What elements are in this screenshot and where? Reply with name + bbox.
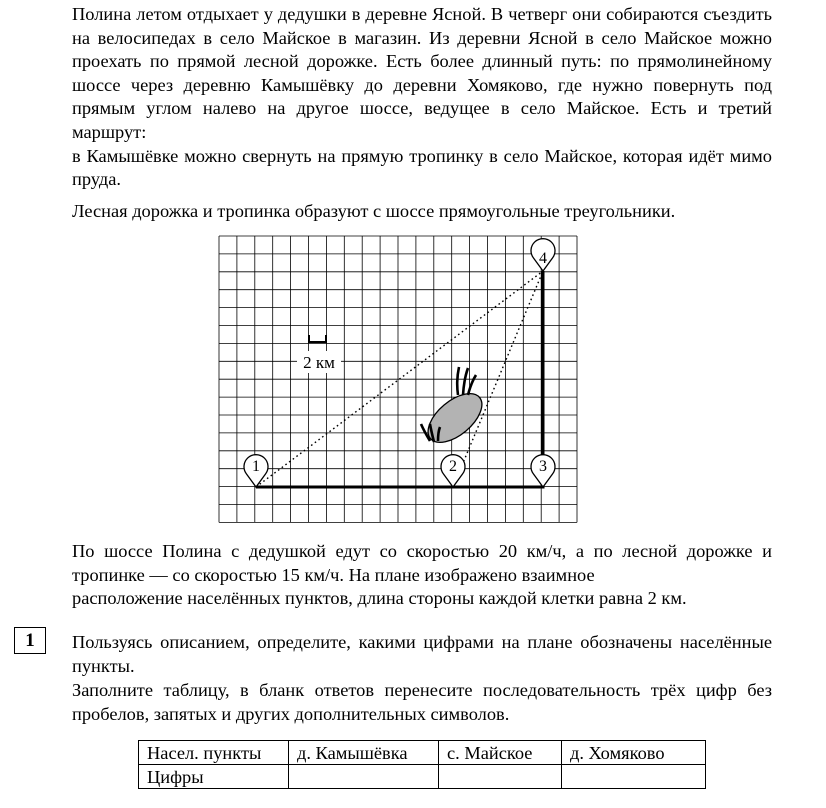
triangles-sentence: Лесная дорожка и тропинка образуют с шоссе прямоугольные треугольники. [72, 201, 676, 221]
answer-table-row [139, 765, 706, 789]
task-number-box [14, 627, 46, 654]
intro-text-b: в Камышёвке можно свернуть на прямую тропинку в село Майское, которая идёт мимо пруда. [72, 145, 772, 190]
marker-2-label: 2 [449, 458, 457, 475]
intro-text-a: Полина летом отдыхает у дедушки в деревне Ясной. В четверг они собираются съездить на велосипедах в село Майское в магазин. Из деревни Ясной в село Майское можно проехать по прямой лесной дорожке. Есть более длинный путь: по прямолинейному шоссе через деревню Камышёвку до деревни Хомяково, где нужно повернуть под прямым углом налево на другое шоссе, ведущее в село Майское. Есть и третий маршрут: [72, 4, 772, 142]
map-grid [219, 236, 577, 522]
header-cell-settlements: Насел. пункты [139, 741, 289, 765]
marker-3-label: 3 [539, 458, 547, 475]
marker-1-label: 1 [252, 458, 260, 475]
task-question-text: Пользуясь описанием, определите, какими цифрами на плане обозначены населённые пункты. [72, 632, 772, 676]
speed-text-a: По шоссе Полина с дедушкой едут со скоростью 20 км/ч, а по лесной дорожке и тропинке — со скоростью 15 км/ч. На плане изображено взаимное [72, 541, 772, 585]
task-number: 1 [25, 629, 35, 651]
speed-paragraph [72, 540, 772, 611]
answer-cell-khomyakovo[interactable] [562, 765, 706, 789]
header-cell-khomyakovo: д. Хомяково [562, 741, 706, 765]
pond-icon [420, 367, 491, 452]
header-cell-maiskoe: с. Майское [439, 741, 562, 765]
marker-3 [531, 455, 555, 487]
header-cell-kamyshevka: д. Камышёвка [289, 741, 439, 765]
answer-table [138, 740, 706, 789]
row-label-digits: Цифры [139, 765, 289, 789]
scale-label: 2 км [303, 353, 335, 372]
marker-4 [531, 239, 555, 271]
speed-text-b: расположение населённых пунктов, длина стороны каждой клетки равна 2 км. [72, 588, 687, 609]
answer-cell-maiskoe[interactable] [439, 765, 562, 789]
marker-2 [441, 455, 465, 487]
marker-1 [244, 455, 268, 487]
answer-table-header [139, 741, 706, 765]
task-question [72, 631, 772, 678]
task-instruction-text: Заполните таблицу, в бланк ответов перенесите последовательность трёх цифр без пробелов, запятых и других дополнительных символов. [72, 680, 772, 724]
answer-cell-kamyshevka[interactable] [289, 765, 439, 789]
task-instruction [72, 679, 772, 726]
marker-4-label: 4 [539, 250, 547, 267]
scale-bar [297, 335, 341, 373]
